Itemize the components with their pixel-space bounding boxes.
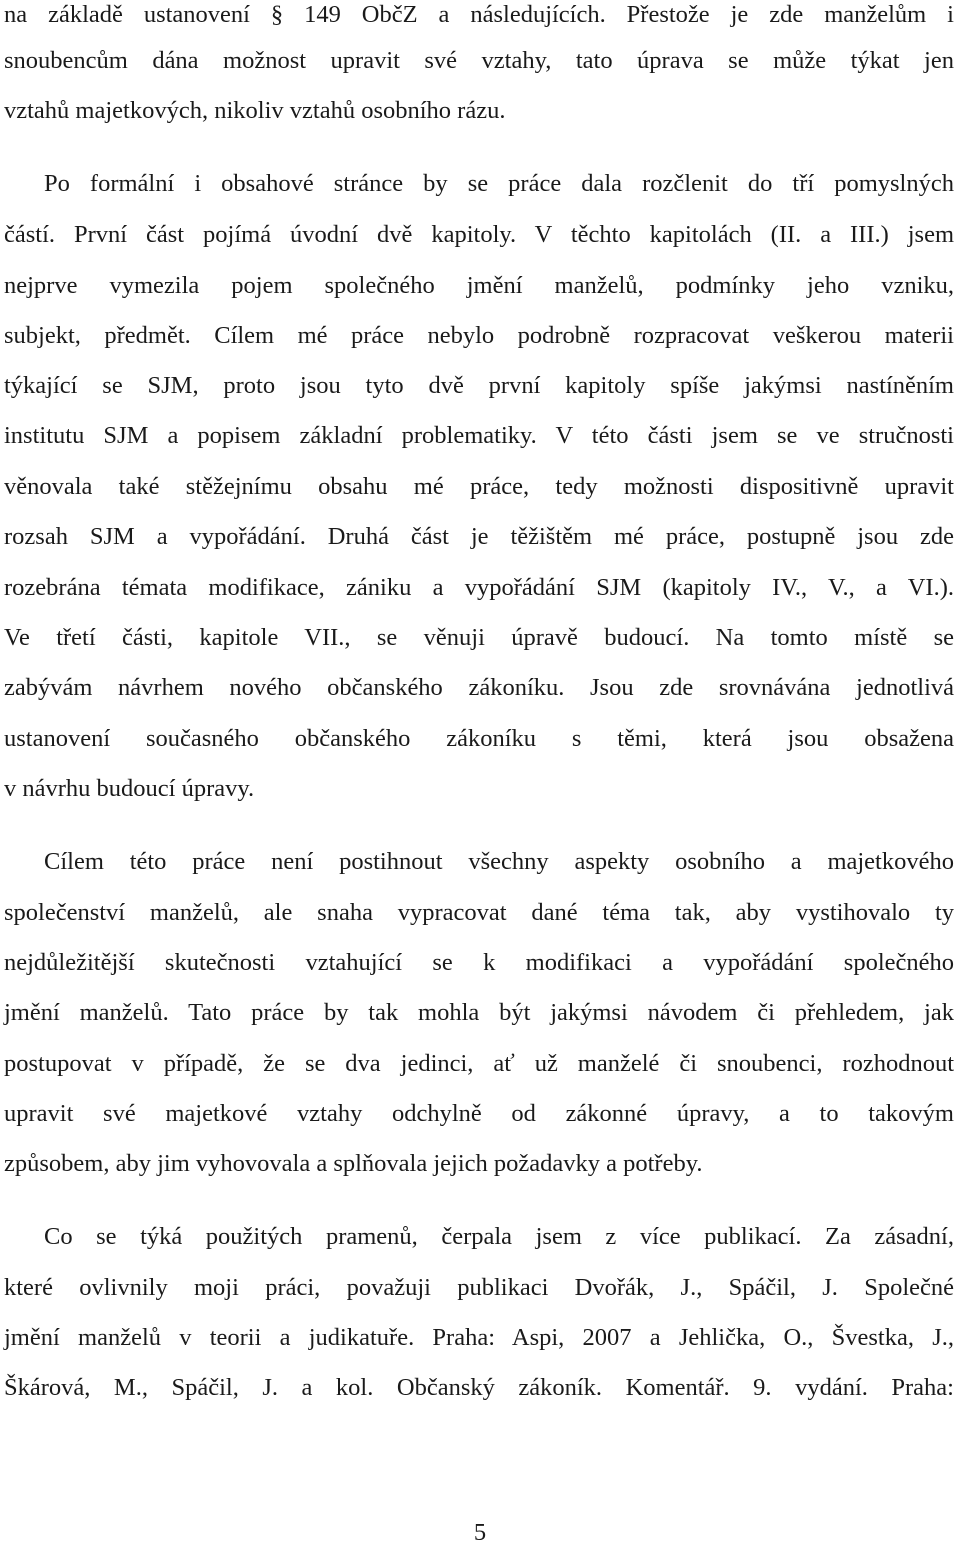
text-line: věnovala také stěžejnímu obsahu mé práce, tedy možnosti dispositivně upravit	[4, 473, 954, 500]
text-line: na základě ustanovení § 149 ObčZ a následujících. Přestože je zde manželům i	[4, 1, 954, 28]
text-line: postupovat v případě, že se dva jedinci, ať už manželé či snoubenci, rozhodnout	[4, 1050, 954, 1077]
text-line: jmění manželů. Tato práce by tak mohla být jakýmsi návodem či přehledem, jak	[4, 999, 954, 1026]
text-line: Co se týká použitých pramenů, čerpala jsem z více publikací. Za zásadní,	[44, 1223, 954, 1250]
text-line: rozebrána témata modifikace, zániku a vypořádání SJM (kapitoly IV., V., a VI.).	[4, 574, 954, 601]
text-line: zabývám návrhem nového občanského zákoníku. Jsou zde srovnávána jednotlivá	[4, 674, 954, 701]
text-line: upravit své majetkové vztahy odchylně od zákonné úpravy, a to takovým	[4, 1100, 954, 1127]
text-line: Po formální i obsahové stránce by se práce dala rozčlenit do tří pomyslných	[44, 170, 954, 197]
text-line: způsobem, aby jim vyhovovala a splňovala jejich požadavky a potřeby.	[4, 1150, 703, 1177]
text-line: jmění manželů v teorii a judikatuře. Praha: Aspi, 2007 a Jehlička, O., Švestka, J.,	[4, 1324, 954, 1351]
text-line: společenství manželů, ale snaha vypracovat dané téma tak, aby vystihovalo ty	[4, 899, 954, 926]
text-line: nejprve vymezila pojem společného jmění manželů, podmínky jeho vzniku,	[4, 272, 954, 299]
text-line: rozsah SJM a vypořádání. Druhá část je těžištěm mé práce, postupně jsou zde	[4, 523, 954, 550]
text-line: týkající se SJM, proto jsou tyto dvě první kapitoly spíše jakýmsi nastíněním	[4, 372, 954, 399]
text-line: Ve třetí části, kapitole VII., se věnuji úpravě budoucí. Na tomto místě se	[4, 624, 954, 651]
text-line: snoubencům dána možnost upravit své vztahy, tato úprava se může týkat jen	[4, 47, 954, 74]
text-line: nejdůležitější skutečnosti vztahující se k modifikaci a vypořádání společného	[4, 949, 954, 976]
text-line: Škárová, M., Spáčil, J. a kol. Občanský zákoník. Komentář. 9. vydání. Praha:	[4, 1374, 954, 1401]
text-line: v návrhu budoucí úpravy.	[4, 775, 255, 802]
text-line: které ovlivnily moji práci, považuji publikaci Dvořák, J., Spáčil, J. Společné	[4, 1274, 954, 1301]
text-line: částí. První část pojímá úvodní dvě kapitoly. V těchto kapitolách (II. a III.) jsem	[4, 221, 954, 248]
text-line: Cílem této práce není postihnout všechny aspekty osobního a majetkového	[44, 848, 954, 875]
page-number: 5	[473, 1519, 487, 1546]
text-line: institutu SJM a popisem základní problematiky. V této části jsem se ve stručnosti	[4, 422, 954, 449]
text-line: ustanovení současného občanského zákoníku s těmi, která jsou obsažena	[4, 725, 954, 752]
text-line: subjekt, předmět. Cílem mé práce nebylo podrobně rozpracovat veškerou materii	[4, 322, 954, 349]
text-line: vztahů majetkových, nikoliv vztahů osobního rázu.	[4, 97, 506, 124]
